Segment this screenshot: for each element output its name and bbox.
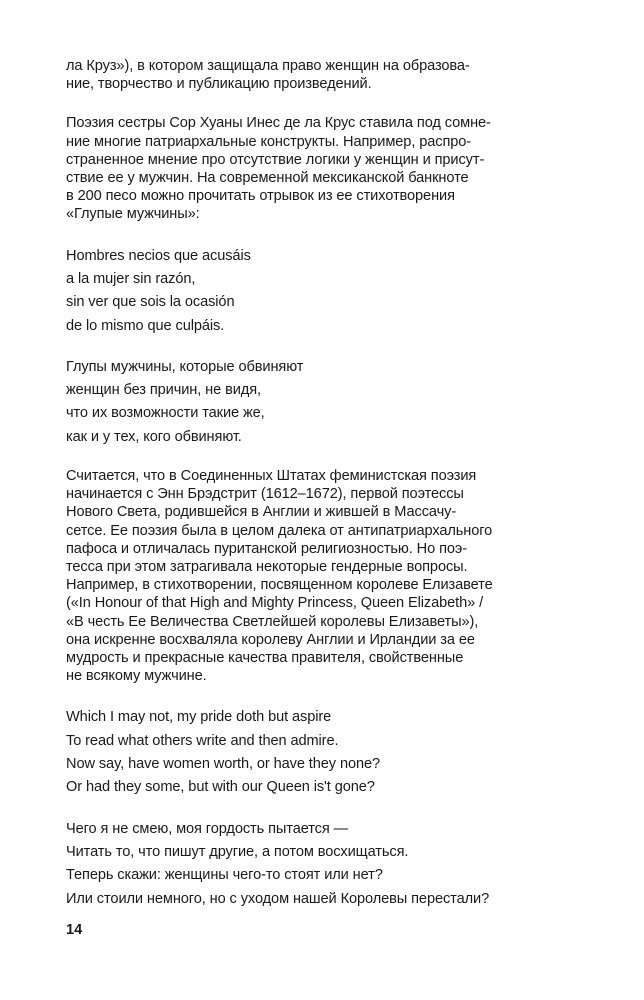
verse-spanish [66,245,586,338]
verse-line: Which I may not, my pride doth but aspire [66,709,332,726]
verse-line: Чего я не смею, моя гордость пытается — [66,820,349,837]
verse-line: Теперь скажи: женщины чего-то стоят или нет? [66,867,383,884]
verse-line: Читать то, что пишут другие, а потом восхищаться. [66,843,409,860]
verse-line: Глупы мужчины, которые обвиняют [66,358,304,375]
verse-english [66,706,586,799]
paragraph-bradstreet: Считается, что в Соединенных Штатах феминистская поэзия начинается с Энн Брэдстрит (1612–1672), первой поэтессы Нового Света, родившейся в Англии и жившей в Массачу- сетсе. Ее поэзия была в целом далека от антипатриархального пафоса и отличалась пуританской религиозностью. Но поэ- тесса при этом затрагивала некоторые гендерные вопросы. Например, в стихотворении, посвященном королеве Елизавете («In Honour of that High and Mighty Princess, Queen Elizabeth» / «В честь Ее Величества Светлейшей королевы Елизаветы»), она искренне восхваляла королеву Англии и Ирландии за ее мудрость и прекрасные качества правителя, свойственные не всякому мужчине. [66,468,493,685]
verse-line: что их возможности такие же, [66,405,265,422]
verse-line: de lo mismo que culpáis. [66,317,225,334]
verse-line: To read what others write and then admire. [66,732,339,749]
verse-line: sin ver que sois la ocasión [66,294,235,311]
verse-line: как и у тех, кого обвиняют. [66,428,242,445]
page-body [66,57,586,929]
verse-line: Now say, have women worth, or have they none? [66,756,381,773]
verse-line: Hombres necios que acusáis [66,247,251,264]
verse-line: Or had they some, but with our Queen is't gone? [66,779,375,796]
page-number: 14 [66,922,83,938]
paragraph-sor-juana: Поэзия сестры Сор Хуаны Инес де ла Крус ставила под сомне- ние многие патриархальные конструкты. Например, распро- страненное мнение про отсутствие логики у женщин и присут- ствие ее у мужчин. На современной мексиканской банкноте в 200 песо можно прочитать отрывок из ее стихотворения «Глупые мужчины»: [66,115,491,223]
verse-russian-translation-1 [66,356,586,449]
verse-line: a la mujer sin razón, [66,270,196,287]
paragraph-intro-continuation: ла Круз»), в котором защищала право женщин на образова- ние, творчество и публикацию произведений. [66,58,470,93]
verse-line: Или стоили немного, но с уходом нашей Королевы перестали? [66,890,490,907]
verse-russian-translation-2 [66,818,586,911]
verse-line: женщин без причин, не видя, [66,382,261,399]
